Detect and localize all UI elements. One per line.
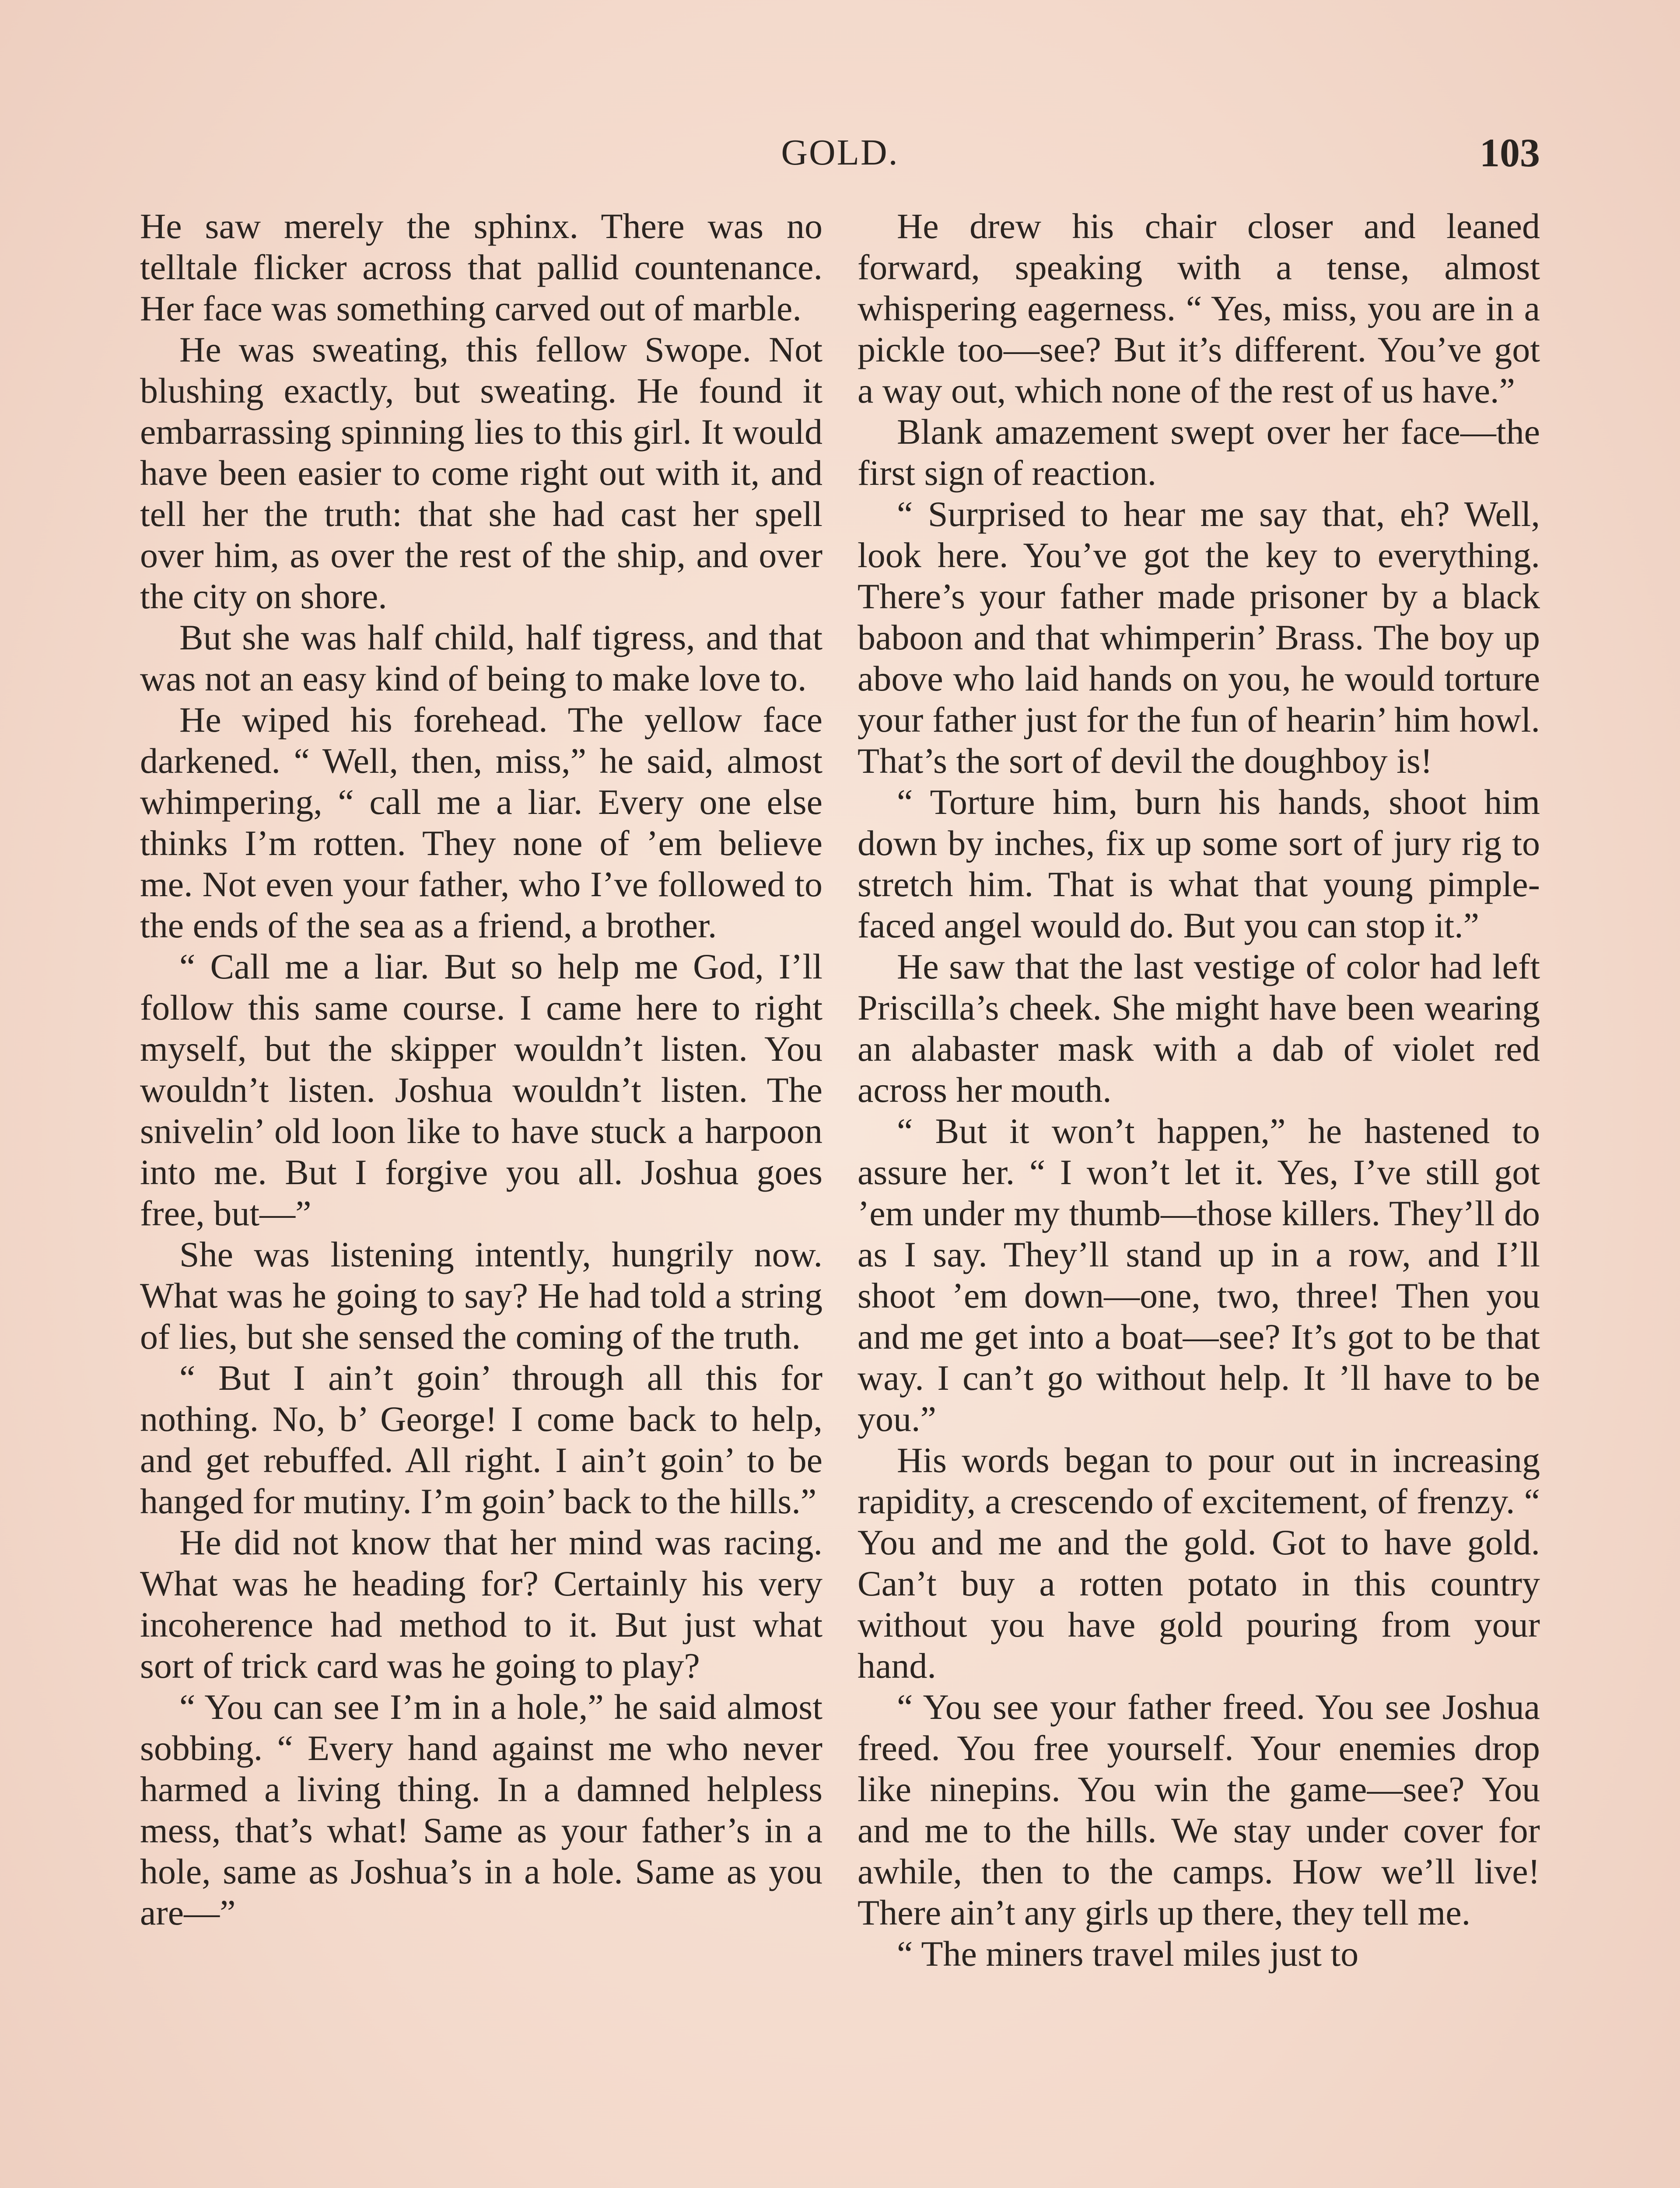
paragraph: She was listening intently, hungrily now. What was he going to say? He had told a string of lies, but she sensed the coming of the truth. (140, 1234, 822, 1357)
text-columns (140, 206, 1540, 1974)
paragraph: “ Torture him, burn his hands, shoot him down by inches, fix up some sort of jury rig to stretch him. That is what that young pimple-faced angel would do. But you can stop it.” (858, 782, 1540, 945)
paragraph: He drew his chair closer and leaned forward, speaking with a tense, almost whispering eagerness. “ Yes, miss, you are in a pickle too—see? But it’s different. You’ve got a way out, which none of the rest of us have.” (858, 206, 1540, 410)
paragraph: He was sweating, this fellow Swope. Not blushing exactly, but sweating. He found it embarrassing spinning lies to this girl. It would have been easier to come right out with it, and tell her the truth: that she had cast her spell over him, as over the rest of the ship, and over the city on shore. (140, 330, 822, 616)
paragraph: “ Surprised to hear me say that, eh? Well, look here. You’ve got the key to everything. There’s your father made prisoner by a black baboon and that whimperin’ Brass. The boy up above who laid hands on you, he would torture your father just for the fun of hearin’ him howl. That’s the sort of devil the doughboy is! (858, 494, 1540, 781)
page-number: 103 (1480, 130, 1540, 175)
paragraph: “ But it won’t happen,” he hastened to assure her. “ I won’t let it. Yes, I’ve still got ’em under my thumb—those killers. They’ll do as I say. They’ll stand up in a row, and I’ll shoot ’em down—one, two, three! Then you and me get into a boat—see? It’s got to be that way. I can’t go without help. It ’ll have to be you.” (858, 1111, 1540, 1439)
left-column (140, 206, 822, 1974)
right-column (858, 206, 1540, 1974)
paragraph: He wiped his forehead. The yellow face darkened. “ Well, then, miss,” he said, almost whimpering, “ call me a liar. Every one else thinks I’m rotten. They none of ’em believe me. Not even your father, who I’ve followed to the ends of the sea as a friend, a brother. (140, 700, 822, 945)
paragraph: “ You see your father freed. You see Joshua freed. You free yourself. Your enemies drop like ninepins. You win the game—see? You and me to the hills. We stay under cover for awhile, then to the camps. How we’ll live! There ain’t any girls up there, they tell me. (858, 1687, 1540, 1932)
paragraph: He did not know that her mind was racing. What was he heading for? Certainly his very incoherence had method to it. But just what sort of trick card was he going to play? (140, 1522, 822, 1686)
page-header (140, 131, 1540, 179)
paragraph: But she was half child, half tigress, and that was not an easy kind of being to make love to. (140, 617, 822, 698)
paragraph: “ You can see I’m in a hole,” he said almost sobbing. “ Every hand against me who never harmed a living thing. In a damned helpless mess, that’s what! Same as your father’s in a hole, same as Joshua’s in a hole. Same as you are—” (140, 1687, 822, 1932)
paragraph: “ The miners travel miles just to (897, 1934, 1359, 1974)
running-head: GOLD. (781, 132, 899, 173)
paragraph: He saw that the last vestige of color had left Priscilla’s cheek. She might have been wearing an alabaster mask with a dab of violet red across her mouth. (858, 947, 1540, 1110)
paragraph: Blank amazement swept over her face—the first sign of reaction. (858, 412, 1540, 493)
paragraph: “ Call me a liar. But so help me God, I’ll follow this same course. I came here to right myself, but the skipper wouldn’t listen. You wouldn’t listen. Joshua wouldn’t listen. The snivelin’ old loon like to have stuck a harpoon into me. But I forgive you all. Joshua goes free, but—” (140, 947, 822, 1233)
paragraph: He saw merely the sphinx. There was no telltale flicker across that pallid countenance. Her face was something carved out of marble. (140, 206, 822, 328)
paragraph: His words began to pour out in increasing rapidity, a crescendo of excitement, of frenzy. “ You and me and the gold. Got to have gold. Can’t buy a rotten potato in this country without you have gold pouring from your hand. (858, 1440, 1540, 1686)
paragraph: “ But I ain’t goin’ through all this for nothing. No, b’ George! I come back to help, and get rebuffed. All right. I ain’t goin’ to be hanged for mutiny. I’m goin’ back to the hills.” (140, 1358, 822, 1521)
